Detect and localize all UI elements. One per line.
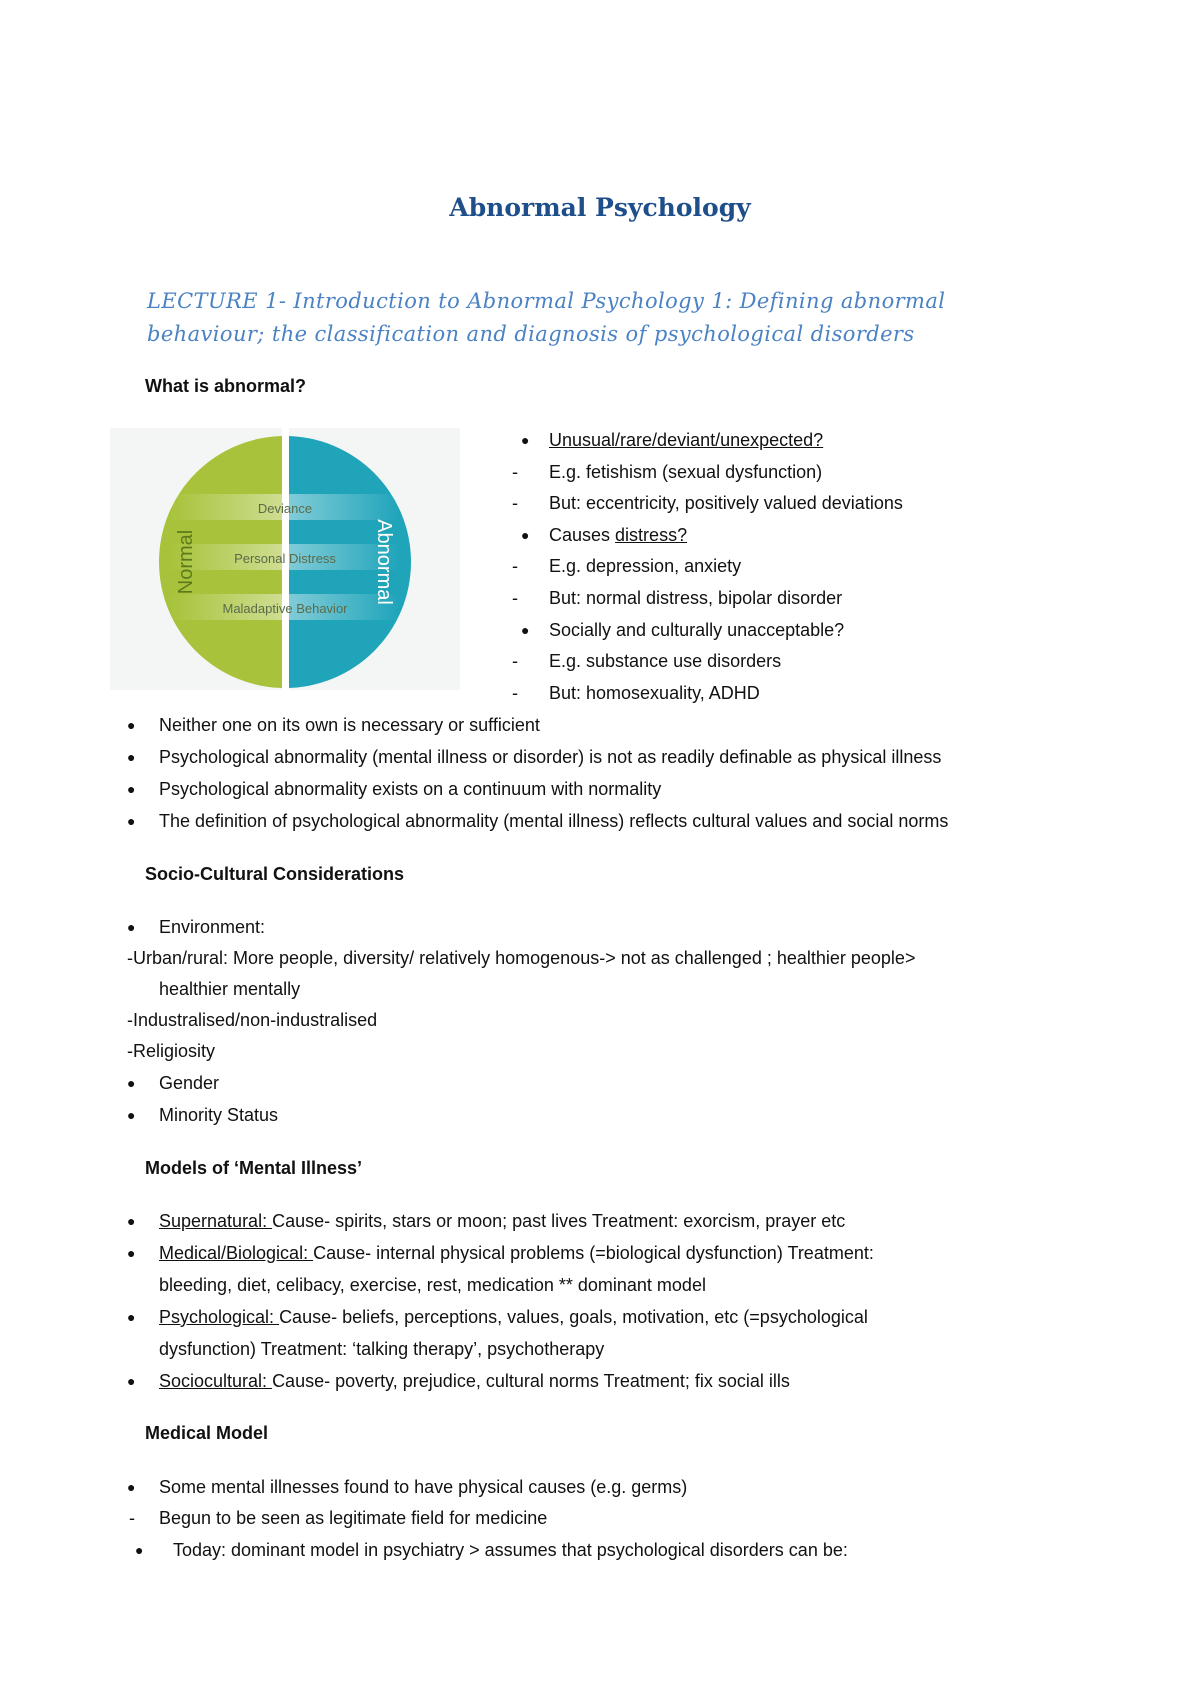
religiosity-item: -Religiosity	[127, 1041, 216, 1061]
section-heading-what-is-abnormal: What is abnormal?	[145, 376, 307, 396]
section-heading-socio-cultural: Socio-Cultural Considerations	[145, 864, 405, 884]
bullet-icon: ●	[127, 717, 136, 733]
dash-icon: -	[512, 651, 518, 671]
bullet-icon: ●	[521, 622, 530, 638]
dash-icon: -	[512, 588, 518, 608]
band-label-distress: Personal Distress	[234, 551, 336, 566]
medical-model-item: Today: dominant model in psychiatry > assumes that psychological disorders can be:	[173, 1540, 848, 1560]
bullet-icon: ●	[127, 1107, 136, 1123]
model-medical	[159, 1242, 874, 1264]
bullet-icon: ●	[127, 1075, 136, 1091]
bullet-icon: ●	[127, 1309, 136, 1325]
dash-icon: -	[512, 683, 518, 703]
point-item: The definition of psychological abnormality (mental illness) reflects cultural values and social norms	[159, 811, 949, 831]
criteria-social: Socially and culturally unacceptable?	[549, 620, 845, 640]
lecture-heading: LECTURE 1- Introduction to Abnormal Psychology 1: Defining abnormal behaviour; the classification and diagnosis of psychological disorders	[147, 289, 946, 346]
gender-item: Gender	[159, 1073, 220, 1093]
model-description: Cause- beliefs, perceptions, values, goals, motivation, etc (=psychological	[279, 1307, 868, 1327]
urban-rural-line: -Urban/rural: More people, diversity/ relatively homogenous-> not as challenged ; healthier people>	[127, 948, 916, 968]
band-label-maladaptive: Maladaptive Behavior	[222, 601, 348, 616]
page-title: Abnormal Psychology	[449, 193, 751, 222]
criteria-example: E.g. depression, anxiety	[549, 556, 742, 576]
environment-item: Environment:	[159, 917, 266, 937]
bullet-icon: ●	[127, 919, 136, 935]
bullet-icon: ●	[127, 1479, 136, 1495]
model-description: Cause- poverty, prejudice, cultural norms Treatment; fix social ills	[272, 1371, 790, 1391]
bullet-icon: ●	[127, 1245, 136, 1261]
point-item: Neither one on its own is necessary or sufficient	[159, 715, 540, 735]
criteria-distress-prefix: Causes	[549, 525, 616, 545]
bullet-icon: ●	[127, 1213, 136, 1229]
medical-model-item: Begun to be seen as legitimate field for medicine	[159, 1508, 548, 1528]
model-medical-cont: bleeding, diet, celibacy, exercise, rest, medication ** dominant model	[159, 1275, 706, 1295]
criteria-example: But: normal distress, bipolar disorder	[549, 588, 843, 608]
band-label-deviance: Deviance	[257, 501, 313, 516]
model-label: Supernatural:	[159, 1211, 273, 1231]
criteria-example: E.g. substance use disorders	[549, 651, 782, 671]
section-heading-models: Models of ‘Mental Illness’	[145, 1158, 363, 1178]
model-label: Medical/Biological:	[159, 1243, 314, 1263]
bullet-icon: ●	[135, 1542, 144, 1558]
model-psychological-cont: dysfunction) Treatment: ‘talking therapy’, psychotherapy	[159, 1339, 605, 1359]
section-heading-medical-model: Medical Model	[145, 1423, 269, 1443]
industrialised-item: -Industralised/non-industralised	[127, 1010, 378, 1030]
bullet-icon: ●	[127, 813, 136, 829]
point-item: Psychological abnormality (mental illness or disorder) is not as readily definable as physical illness	[159, 747, 942, 767]
criteria-example: E.g. fetishism (sexual dysfunction)	[549, 462, 823, 482]
urban-rural-line-cont: healthier mentally	[159, 979, 301, 999]
normal-abnormal-diagram	[110, 428, 460, 690]
point-item: Psychological abnormality exists on a continuum with normality	[159, 779, 662, 799]
abnormal-label: Abnormal	[373, 519, 395, 605]
bullet-icon: ●	[521, 527, 530, 543]
criteria-distress	[549, 524, 687, 546]
model-sociocultural	[159, 1370, 790, 1392]
medical-model-item: Some mental illnesses found to have physical causes (e.g. germs)	[159, 1477, 688, 1497]
criteria-unusual: Unusual/rare/deviant/unexpected?	[549, 430, 824, 450]
minority-item: Minority Status	[159, 1105, 279, 1125]
model-supernatural	[159, 1210, 845, 1232]
model-description: Cause- internal physical problems (=biological dysfunction) Treatment:	[313, 1243, 874, 1263]
dash-icon: -	[512, 462, 518, 482]
model-label: Sociocultural:	[159, 1371, 273, 1391]
dash-icon: -	[512, 556, 518, 576]
bullet-icon: ●	[127, 781, 136, 797]
criteria-distress-underlined: distress?	[615, 525, 688, 545]
model-psychological	[159, 1306, 868, 1328]
dash-icon: -	[129, 1508, 135, 1528]
model-description: Cause- spirits, stars or moon; past lives Treatment: exorcism, prayer etc	[272, 1211, 846, 1231]
bullet-icon: ●	[127, 1373, 136, 1389]
dash-icon: -	[512, 493, 518, 513]
criteria-example: But: eccentricity, positively valued deviations	[549, 493, 903, 513]
normal-label: Normal	[175, 529, 197, 595]
bullet-icon: ●	[127, 749, 136, 765]
criteria-example: But: homosexuality, ADHD	[549, 683, 760, 703]
model-label: Psychological:	[159, 1307, 280, 1327]
bullet-icon: ●	[521, 432, 530, 448]
